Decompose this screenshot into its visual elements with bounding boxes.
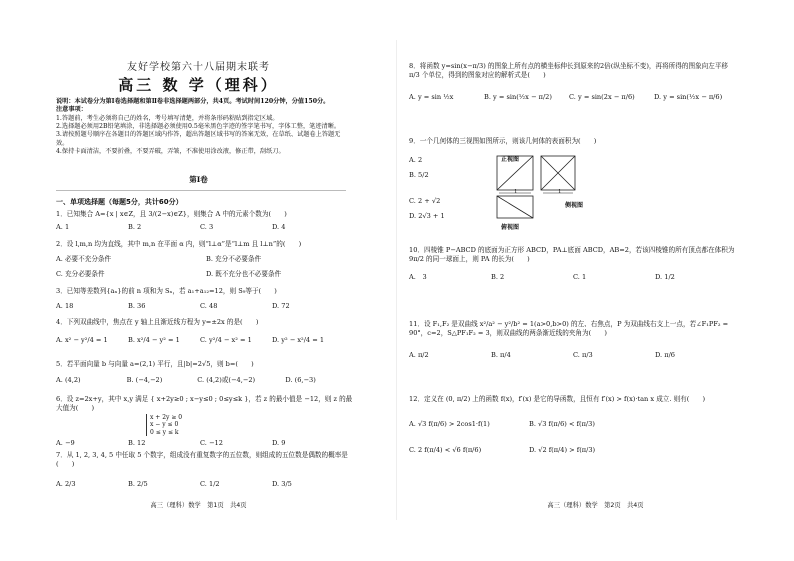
- note-line: 4.保持卡面清洁，不要折叠，不要弄破，弄皱，不准使用涂改液，修正带，刮纸刀。: [56, 148, 285, 156]
- options: [409, 93, 739, 102]
- option-b: B. y = sin(½x − π/2): [484, 93, 552, 102]
- question-text: 2．设 l,m,n 均为直线，其中 m,n 在平面 α 内，则“l⊥α”是“l⊥m 且 l⊥n”的( ): [56, 240, 302, 248]
- note-line: 说明：本试卷分为第Ⅰ卷选择题和第Ⅱ卷非选择题两部分，共4页。考试时间120分钟，分值150分。: [56, 98, 330, 105]
- option-b: B. 2: [128, 222, 142, 231]
- option-d: D. π/6: [655, 351, 675, 360]
- note-line: 1.答题前，考生必须将自己的姓名，考号填写清楚，并将条形码粘贴到指定区域。: [56, 114, 279, 122]
- question-2: [56, 240, 356, 279]
- option-c: C. 充分必要条件: [56, 270, 105, 279]
- option-c: C. (4,2)或(−4,−2): [197, 375, 256, 384]
- note-line: 3.请按照题号顺序在各题目的答题区域内作答，超出答题区域书写的答案无效，在草纸、试题卷上答题无效。: [56, 131, 341, 147]
- options: [56, 302, 356, 311]
- option-c: C. −12: [200, 438, 223, 447]
- option-a: A. π/2: [409, 351, 429, 360]
- option-d: D. 2√3 + 1: [409, 211, 445, 220]
- note-line: 注意事项：: [56, 106, 87, 114]
- option-b: B. (−4,−2): [126, 375, 163, 384]
- front-view-label: 正视图: [501, 156, 520, 163]
- options: [56, 376, 356, 385]
- question-text: 4．下列双曲线中，焦点在 y 轴上且渐近线方程为 y=±2x 的是( ): [56, 318, 259, 326]
- option-a: A. 2: [409, 155, 423, 164]
- option-b: B. 2: [491, 273, 505, 282]
- option-d: D. y² − x²/4 = 1: [272, 335, 325, 344]
- question-6: [56, 395, 356, 447]
- question-4: [56, 318, 356, 344]
- options-row-2: [56, 270, 356, 279]
- question-10: [409, 246, 739, 282]
- note-line: 2.选择题必须用2B铅笔填涂，非选择题必须使用0.5毫米黑色字迹的签字笔书写，字体工整，笔迹清晰。: [56, 123, 341, 131]
- question-3: [56, 287, 356, 310]
- option-a: A. 18: [56, 301, 74, 310]
- exam-instructions: [56, 98, 348, 157]
- question-text: 11．设 F₁,F₂ 是双曲线 x²/a² − y²/b² = 1(a>0,b>0) 的左、右焦点，P 为双曲线右支上一点，若∠F₁PF₂ = 90°，c=2，S△PF₁F₂ = 3，则双曲线的两条渐近线的夹角为( ): [409, 320, 729, 337]
- option-d: D. 1/2: [655, 273, 675, 282]
- option-c: C. 1: [573, 273, 587, 282]
- option-c: C. y = sin(2x − π/6): [569, 93, 635, 102]
- constraint-2: x − y ≤ 0: [150, 421, 179, 429]
- option-b: B. x²/4 − y² = 1: [128, 335, 180, 344]
- question-text: 7．从 1, 2, 3, 4, 5 中任取 5 个数字，组成没有重复数字的五位数，则组成的五位数是偶数的概率是( ): [56, 451, 348, 468]
- section-rule: [56, 190, 346, 191]
- option-b: B. 2/5: [128, 480, 148, 489]
- question-text: 1．已知集合 A={x | x∈Z，且 3/(2−x)∈Z}，则集合 A 中的元素个数为( ): [56, 210, 287, 218]
- question-8: [409, 62, 739, 102]
- page-footer: 高三（理科）数学 第1页 共4页: [150, 502, 247, 509]
- question-5: [56, 360, 356, 384]
- options: [409, 351, 739, 360]
- option-a: A. 2/3: [56, 480, 76, 489]
- option-b: B. 5/2: [409, 170, 429, 179]
- options: [56, 223, 356, 232]
- option-b: B. π/4: [491, 351, 511, 360]
- option-b: B. 12: [128, 438, 146, 447]
- section-title: 第Ⅰ卷: [189, 175, 208, 184]
- option-a: A. x² − y²/4 = 1: [56, 335, 108, 344]
- option-c: C. 2 f(π/4) < √6 f(π/6): [409, 446, 482, 455]
- dimension-label-side: 1: [558, 189, 562, 195]
- option-c: C. 3: [200, 222, 214, 231]
- option-c: C. y²/4 − x² = 1: [200, 335, 252, 344]
- question-text: 5．若平面向量 b 与向量 a=(2,1) 平行，且|b|=2√5，则 b=( ): [56, 360, 254, 368]
- question-text: 9．一个几何体的三视图如图所示，则该几何体的表面积为( ): [409, 137, 597, 145]
- question-11: [409, 320, 739, 360]
- question-text: 8．将函数 y=sin(x−π/3) 的图象上所有点的横坐标伸长到原来的2倍(纵坐标不变)，再将所得的图象向左平移 π/3 个单位，得到的图象对应的解析式是( ): [409, 62, 729, 79]
- option-a: A. −9: [56, 438, 75, 447]
- option-b: B. 36: [128, 301, 146, 310]
- page-footer: 高三（理科）数学 第2页 共4页: [547, 502, 644, 509]
- option-d: D. 既不充分也不必要条件: [206, 270, 282, 279]
- options: [409, 273, 739, 282]
- subject-title: 高三 数 学（理科）: [118, 76, 279, 94]
- question-7: [56, 451, 356, 489]
- question-text: 6．设 z=2x+y，其中 x,y 满足 { x+2y≥0 ; x−y≤0 ; 0≤y≤k }，若 z 的最小值是 −12，则 z 的最大值为( ): [56, 395, 353, 412]
- option-d: D. 3/5: [272, 480, 292, 489]
- options: [56, 336, 356, 345]
- option-a: A. y = sin ½x: [409, 93, 454, 102]
- option-a: A. 1: [56, 222, 70, 231]
- option-d: D. √2 f(π/4) > f(π/3): [529, 446, 596, 455]
- option-d: D. (6,−3): [285, 375, 316, 384]
- option-a: A. (4,2): [56, 375, 81, 384]
- side-view-label: 侧视图: [565, 202, 584, 209]
- top-view-diagonal: [497, 196, 533, 218]
- option-c: C. π/3: [573, 351, 593, 360]
- exam-page-2: [397, 0, 794, 561]
- options: [56, 439, 356, 448]
- option-a: A. 必要不充分条件: [56, 254, 112, 263]
- option-a: A. 3: [409, 273, 427, 282]
- option-a: A. √3 f(π/6) > 2cos1·f(1): [409, 419, 490, 428]
- option-c: C. 48: [200, 301, 218, 310]
- question-1: [56, 210, 356, 231]
- option-d: D. 9: [272, 438, 286, 447]
- question-text: 10．四棱锥 P−ABCD 的底面为正方形 ABCD，PA⊥底面 ABCD，AB=2，若该四棱锥的所有顶点都在体积为 9π/2 的同一球面上，则 PA 的长为( ): [409, 246, 735, 263]
- constraint-1: x + 2y ≥ 0: [150, 414, 183, 422]
- options-row-2: [409, 446, 739, 455]
- constraint-3: 0 ≤ y ≤ k: [150, 428, 179, 436]
- option-b: B. 充分不必要条件: [206, 254, 262, 263]
- dimension-label-front: 1: [514, 189, 518, 195]
- school-title: 友好学校第六十八届期末联考: [127, 62, 270, 73]
- option-d: D. 4: [272, 222, 286, 231]
- options: [56, 480, 356, 489]
- constraint-system: [146, 414, 210, 436]
- question-12: [409, 395, 739, 455]
- question-text: 3．已知等差数列{aₙ}的前 n 项和为 Sₙ，若 a₁+a₁₂=12，则 S₉等于( ): [56, 287, 277, 295]
- option-c: C. 1/2: [200, 480, 220, 489]
- option-d: D. y = sin(½x − π/6): [654, 93, 723, 102]
- question-text: 12．定义在 (0, π/2) 上的函数 f(x)，f′(x) 是它的导函数，且恒有 f′(x) > f(x)·tan x 成立. 则有( ): [409, 395, 706, 403]
- part-heading: 一、单项选择题（每题5分，共计60分）: [56, 198, 183, 206]
- option-b: B. √3 f(π/6) < f(π/3): [529, 419, 595, 428]
- option-d: D. 72: [272, 301, 290, 310]
- options-row-1: [56, 255, 356, 264]
- top-view-label: 俯视图: [501, 224, 520, 231]
- option-c: C. 2 + √2: [409, 196, 441, 205]
- options-row-1: [409, 420, 739, 429]
